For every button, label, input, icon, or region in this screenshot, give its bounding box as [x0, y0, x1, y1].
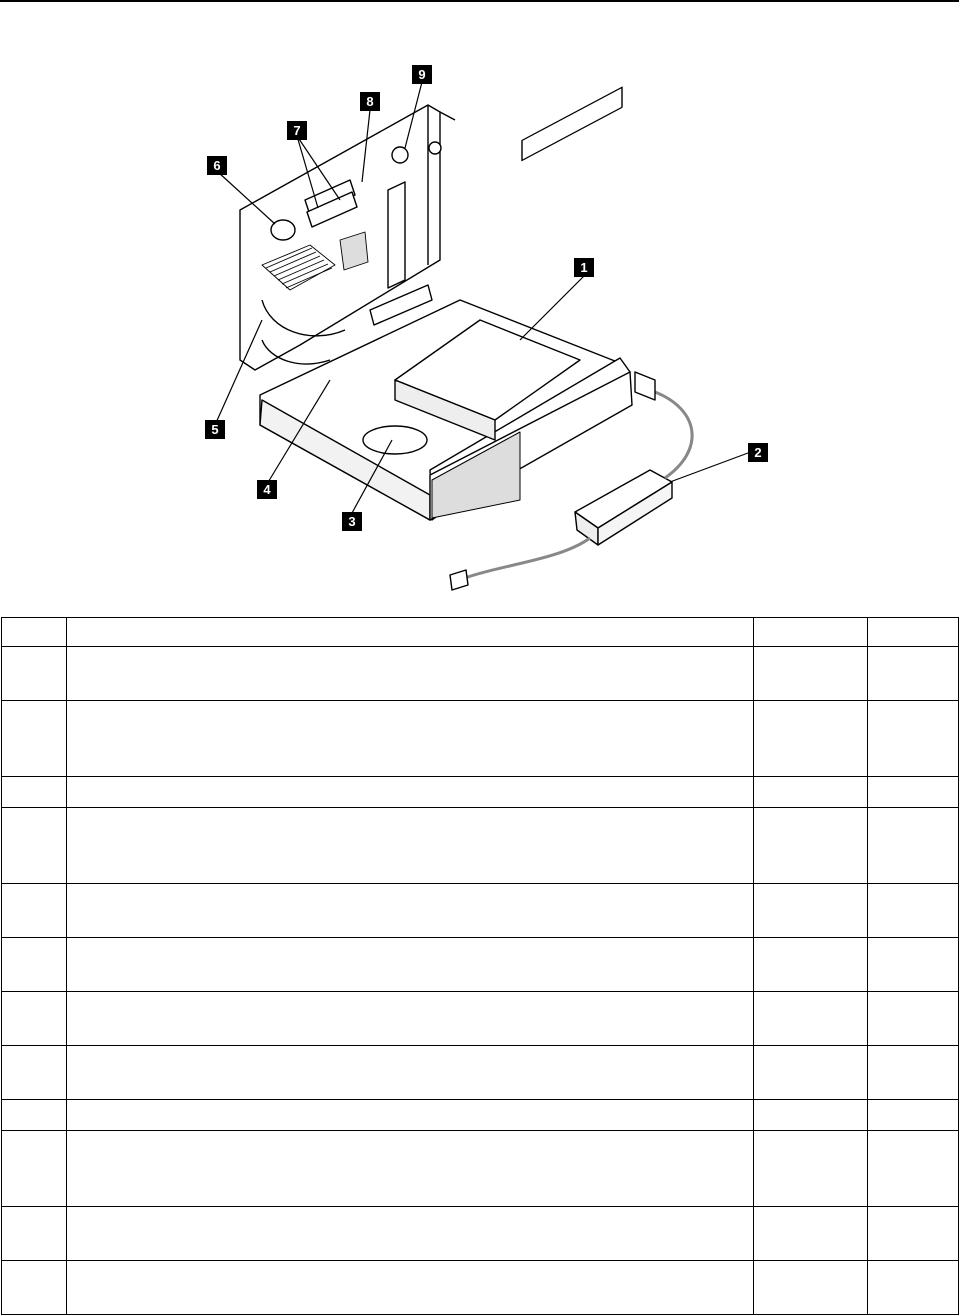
table-row [2, 938, 959, 992]
callout-4: 4 [263, 482, 271, 497]
table-cell [754, 1207, 868, 1261]
table-row [2, 808, 959, 884]
callout-6: 6 [213, 158, 221, 173]
table-row [2, 1261, 959, 1315]
computer-illustration [0, 40, 959, 605]
table-row [2, 884, 959, 938]
table-cell [2, 777, 67, 808]
table-row [2, 1100, 959, 1131]
table-cell [868, 777, 959, 808]
table-row [2, 647, 959, 701]
table-row [2, 1046, 959, 1100]
table-cell [754, 1100, 868, 1131]
table-cell [868, 1046, 959, 1100]
callout-1: 1 [580, 260, 588, 275]
header-cell [868, 618, 959, 647]
header-cell [754, 618, 868, 647]
callout-2: 2 [754, 445, 762, 460]
table-cell [2, 647, 67, 701]
table-cell [868, 992, 959, 1046]
parts-table [1, 617, 959, 1315]
table-cell [754, 938, 868, 992]
table-cell [754, 701, 868, 777]
table-cell [2, 884, 67, 938]
table-cell [67, 1046, 754, 1100]
table-row [2, 1207, 959, 1261]
header-cell [67, 618, 754, 647]
table-cell [2, 1131, 67, 1207]
table-cell [754, 647, 868, 701]
table-cell [868, 938, 959, 992]
table-cell [67, 1261, 754, 1315]
table-cell [67, 701, 754, 777]
connector-shape [392, 147, 408, 163]
table-cell [2, 1046, 67, 1100]
table-cell [2, 808, 67, 884]
table-cell [868, 701, 959, 777]
callout-8: 8 [366, 94, 374, 109]
table-cell [2, 1207, 67, 1261]
table-cell [754, 777, 868, 808]
table-cell [754, 808, 868, 884]
table-cell [67, 777, 754, 808]
header-cell [2, 618, 67, 647]
table-cell [67, 1100, 754, 1131]
callout-9: 9 [418, 67, 426, 82]
table-cell [2, 1100, 67, 1131]
table-cell [754, 1261, 868, 1315]
table-cell [67, 884, 754, 938]
table-cell [868, 1261, 959, 1315]
table-cell [67, 1207, 754, 1261]
table-cell [67, 992, 754, 1046]
callout-3: 3 [348, 514, 356, 529]
table-cell [754, 884, 868, 938]
table-cell [2, 992, 67, 1046]
table-cell [868, 808, 959, 884]
callout-7: 7 [293, 123, 301, 138]
table-cell [2, 938, 67, 992]
top-rule [0, 0, 959, 2]
table-cell [2, 701, 67, 777]
table-cell [754, 1131, 868, 1207]
table-row [2, 992, 959, 1046]
table-cell [868, 1100, 959, 1131]
table-header-row [2, 618, 959, 647]
table-cell [67, 647, 754, 701]
table-cell [67, 808, 754, 884]
table-cell [868, 884, 959, 938]
table-cell [868, 1207, 959, 1261]
table-cell [754, 1046, 868, 1100]
table-row [2, 1131, 959, 1207]
table-cell [2, 1261, 67, 1315]
exploded-view-figure [0, 40, 959, 605]
callout-5: 5 [211, 422, 219, 437]
table-cell [868, 1131, 959, 1207]
table-cell [67, 938, 754, 992]
table-row [2, 701, 959, 777]
table-cell [868, 647, 959, 701]
table-cell [67, 1131, 754, 1207]
table-row [2, 777, 959, 808]
table-cell [754, 992, 868, 1046]
